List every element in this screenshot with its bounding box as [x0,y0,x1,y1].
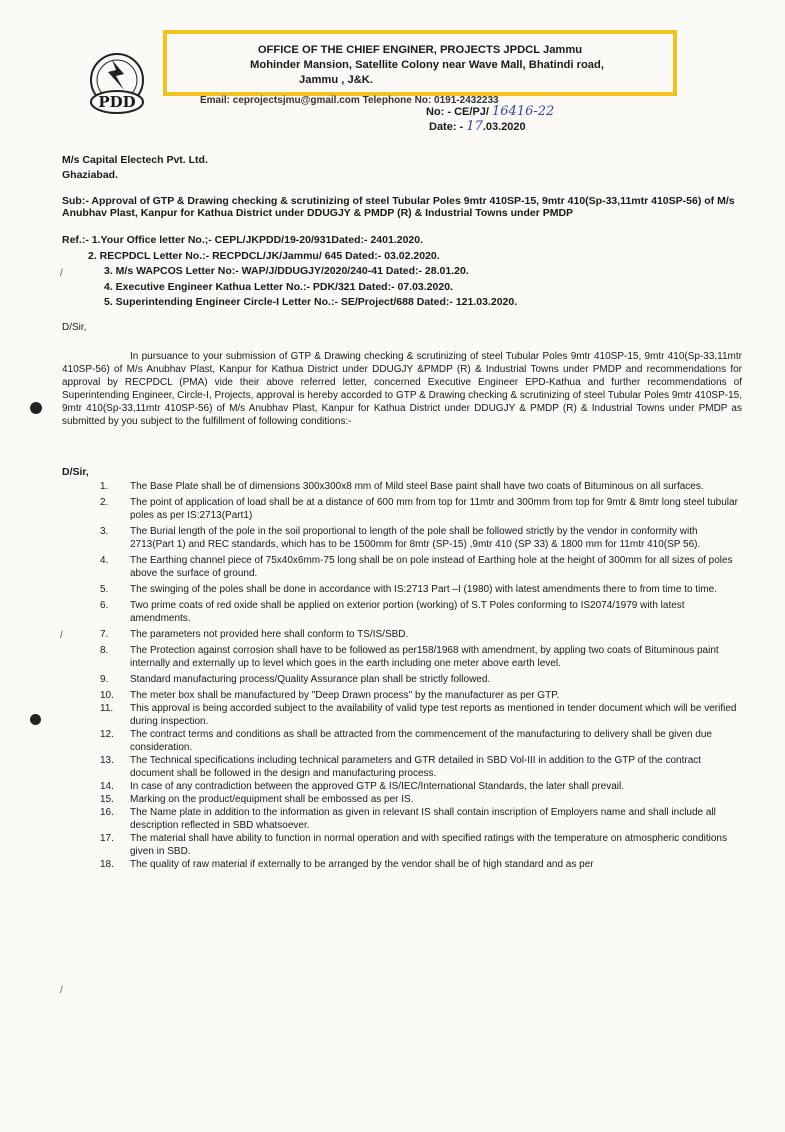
letter-date-label: Date: - [429,121,464,133]
condition-item [100,599,740,625]
condition-number: 17. [100,833,114,844]
condition-text: Marking on the product/equipment shall be embossed as per IS. [130,794,414,805]
ref-item: 1.Your Office letter No.;- CEPL/JKPDD/19-20/931Dated:- 2401.2020. [91,234,424,246]
condition-text: The Protection against corrosion shall have to be followed as per158/1968 with amendment, by appling two coats of Bituminous paint internally and externally up to level which goes in the earth including one meter above earth level. [130,645,719,669]
condition-text: The meter box shall be manufactured by "Deep Drawn process" by the manufacturer as per GTP. [130,690,560,701]
office-address-line1: Mohinder Mansion, Satellite Colony near Wave Mall, Bhatindi road, [250,59,604,71]
logo-text: PDD [98,93,136,111]
condition-item [100,525,740,551]
email-text: Email: ceprojectsjmu@gmail.com Telephone No: 0191-2432233 [200,95,499,106]
letterhead-box [163,30,677,96]
ref-item: 3. M/s WAPCOS Letter No:- WAP/J/DDUGJY/2020/240-41 Dated:- 28.01.20. [104,265,469,277]
condition-text: The point of application of load shall be at a distance of 600 mm from top for 11mtr and 300mm from top for 9mtr & 8mtr long steel tubular poles as per IS:2713(Part1) [130,497,738,521]
references [62,233,517,311]
condition-number: 8. [100,645,109,656]
condition-number: 15. [100,794,114,805]
body-paragraph: In pursuance to your submission of GTP & Drawing checking & scrutinizing of steel Tubular Poles 9mtr 410SP-15, 9mtr 410(Sp-33,11mtr 410SP-56) of M/s Anubhav Plast, Kanpur for Kathua District under DDUGJY &PMDP (R) & Industrial Towns under PMDP and recommendations for approval by RECPDCL (PMA) vide their above referred letter, concerned Executive Engineer EPD-Kathua and further recommendations of Superintending Engineer, Circle-I, Projects, approval is hereby accorded to GTP & Drawing checking & scrutinizing of steel Tubular Poles 9mtr 410SP-15, 9mtr 410(Sp-33,11mtr 410SP-56) of M/s Anubhav Plast, Kanpur for Kathua District under DDUGJY & PMDP (R) & Industrial Towns under PMDP as submitted by you subject to the fulfillment of following conditions:- [62,351,742,427]
condition-text: The Burial length of the pole in the soil proportional to length of the pole shall be followed strictly by the vendor in conformity with 2713(Part 1) and REC standards, which has to be 1500mm for 8mtr (SP-15) ,9mtr 410 (SP 33) & 1800 mm for 11mtr 410(SP 56). [130,526,701,550]
condition-item [100,858,740,871]
condition-text: This approval is being accorded subject to the availability of valid type test reports as mentioned in tender document which will be verified during inspection. [130,703,737,727]
condition-text: Two prime coats of red oxide shall be applied on exterior portion (working) of S.T Poles conforming to IS2074/1979 with latest amendments. [130,600,685,624]
ref-item: 5. Superintending Engineer Circle-I Letter No.:- SE/Project/688 Dated:- 121.03.2020. [104,296,518,308]
condition-number: 6. [100,600,109,611]
recipient-line2: Ghaziabad. [62,169,119,181]
letter-date-handwritten: 17 [466,119,483,134]
condition-text: In case of any contradiction between the approved GTP & IS/IEC/International Standards, the later shall prevail. [130,781,624,792]
letter-number-label: No: - CE/PJ/ [426,106,489,118]
condition-number: 16. [100,807,114,818]
condition-number: 11. [100,703,114,714]
condition-item [100,754,740,780]
condition-text: The Technical specifications including technical parameters and GTR detailed in SBD Vol-III in addition to the GTP of the contract document shall be followed in the design and manufacturing process. [130,755,702,779]
condition-item [100,793,740,806]
condition-number: 4. [100,555,109,566]
condition-item [100,583,740,596]
office-address-line2: Jammu , J&K. [299,74,373,86]
subject [62,195,742,219]
recipient [62,153,208,183]
condition-text: The parameters not provided here shall conform to TS/IS/SBD. [130,629,409,640]
condition-text: The swinging of the poles shall be done in accordance with IS:2713 Part –I (1980) with latest amendments there to from time to time. [130,584,717,595]
condition-number: 9. [100,674,109,685]
condition-item [100,728,740,754]
condition-number: 12. [100,729,114,740]
margin-tick-mark: / [60,630,63,641]
condition-number: 13. [100,755,114,766]
condition-item [100,780,740,793]
margin-tick-mark: / [60,268,63,279]
punch-hole-mark [30,714,41,725]
punch-hole-mark [30,402,42,414]
condition-item [100,628,740,641]
ref-item: 2. RECPDCL Letter No.:- RECPDCL/JK/Jammu/ 645 Dated:- 03.02.2020. [88,249,440,262]
condition-item [100,644,740,670]
office-name: OFFICE OF THE CHIEF ENGINER, PROJECTS JPDCL Jammu [257,44,583,56]
letter-number [426,104,554,119]
salutation-first: D/Sir, [62,322,87,333]
condition-item [100,496,740,522]
condition-number: 3. [100,526,109,537]
condition-item [100,480,740,493]
condition-number: 2. [100,497,109,508]
subject-text: Approval of GTP & Drawing checking & scrutinizing of steel Tubular Poles 9mtr 410SP-15, 9mtr 410(Sp-33,11mtr 410SP-56) of M/s Anubhav Plast, Kanpur for Kathua District under DDUGJY & PMDP (R) & Industrial Towns under PMDP [62,195,735,219]
recipient-line1: M/s Capital Electech Pvt. Ltd. [62,154,208,166]
condition-item [100,673,740,686]
letter-date [429,119,526,134]
condition-text: The Earthing channel piece of 75x40x6mm-75 long shall be on pole instead of Earthing hole at the height of 300mm for all sizes of poles above the surface of ground. [130,555,733,579]
letter-number-handwritten: 16416-22 [492,104,555,119]
condition-number: 18. [100,859,114,870]
margin-tick-mark: / [60,985,63,996]
condition-text: The Name plate in addition to the information as given in relevant IS shall contain inscription of Employers name and shall include all description reflected in SBD whatsoever. [130,807,716,831]
letter-date-suffix: .03.2020 [482,121,526,133]
subject-label: Sub:- [62,195,89,207]
condition-text: The material shall have ability to function in normal operation and with specified ratings with the temperature on atmospheric conditions given in SBD. [130,833,727,857]
condition-item [100,554,740,580]
condition-item [100,832,740,858]
condition-number: 10. [100,690,114,701]
ref-item: 4. Executive Engineer Kathua Letter No.:- PDK/321 Dated:- 07.03.2020. [104,280,453,293]
condition-item [100,806,740,832]
condition-text: The quality of raw material if externally to be arranged by the vendor shall be of high standard and as per [130,859,594,870]
pdd-logo [72,50,162,122]
condition-number: 1. [100,481,109,492]
salutation-second: D/Sir, [62,466,89,478]
condition-item [100,702,740,728]
condition-number: 7. [100,629,109,640]
condition-text: Standard manufacturing process/Quality Assurance plan shall be strictly followed. [130,674,491,685]
condition-item [100,689,740,702]
conditions-list [100,480,740,871]
condition-text: The Base Plate shall be of dimensions 300x300x8 mm of Mild steel Base paint shall have two coats of Bituminous on all surfaces. [130,481,704,492]
refs-label: Ref.:- [62,234,89,246]
condition-number: 5. [100,584,109,595]
condition-text: The contract terms and conditions as shall be attracted from the commencement of the manufacturing to delivery shall be given due consideration. [130,729,712,753]
condition-number: 14. [100,781,114,792]
